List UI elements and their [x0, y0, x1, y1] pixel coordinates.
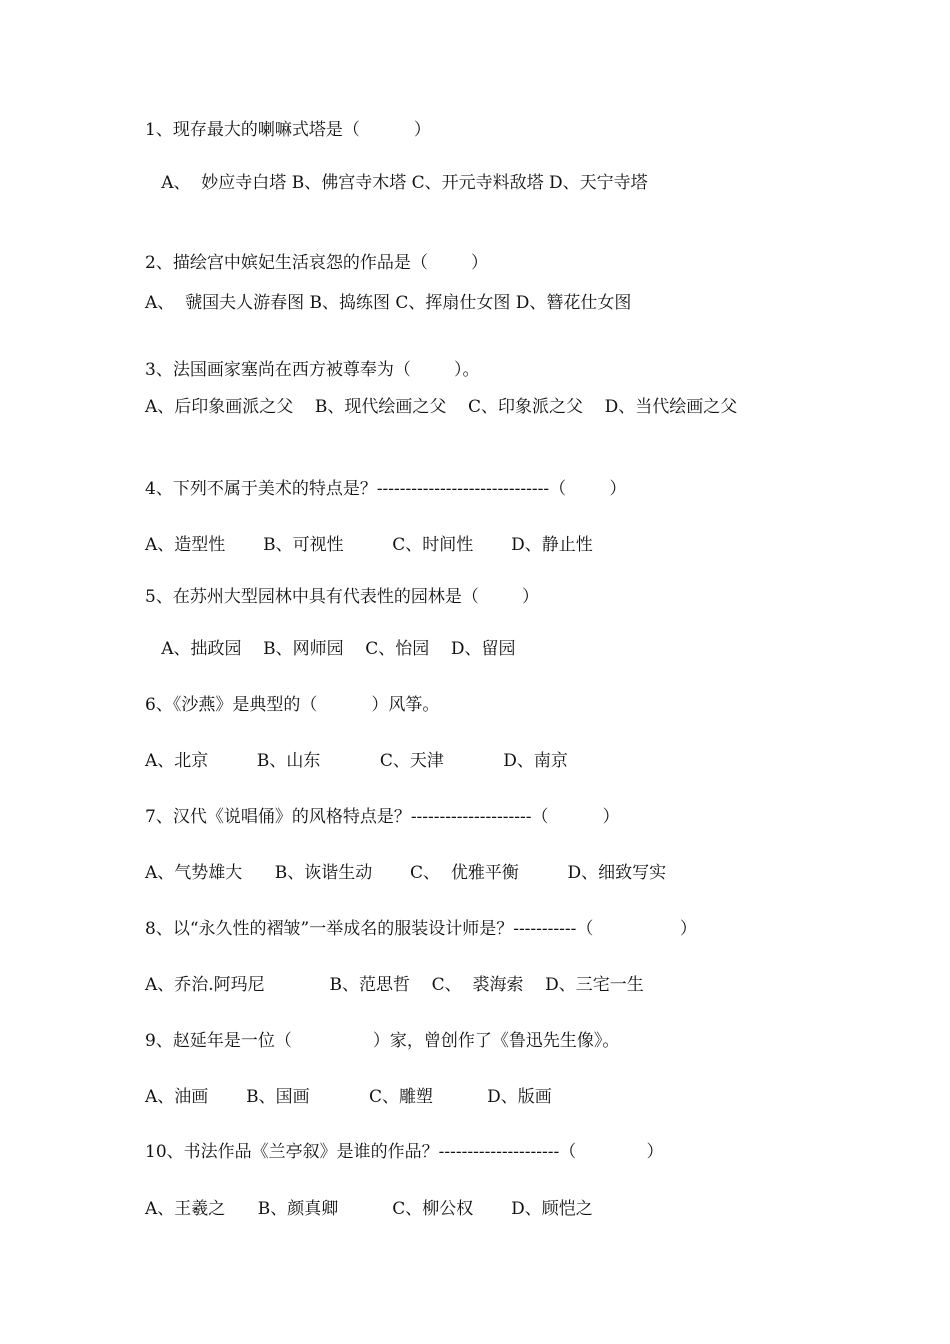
question-6-options: A、北京 B、山东 C、天津 D、南京 [145, 751, 568, 771]
question-9-stem: 9、赵延年是一位（ ）家，曾创作了《鲁迅先生像》。 [145, 1031, 620, 1051]
question-4-options: A、造型性 B、可视性 C、时间性 D、静止性 [145, 535, 593, 555]
question-9-options: A、油画 B、国画 C、雕塑 D、版画 [145, 1087, 552, 1107]
question-8-options: A、乔治.阿玛尼 B、范思哲 C、 裘海索 D、三宅一生 [145, 975, 644, 995]
question-10-options: A、王羲之 B、颜真卿 C、柳公权 D、顾恺之 [145, 1199, 593, 1219]
question-1-stem: 1、现存最大的喇嘛式塔是（ ） [145, 120, 431, 140]
question-7-options: A、气势雄大 B、诙谐生动 C、 优雅平衡 D、细致写实 [145, 863, 667, 883]
question-2-stem: 2、描绘宫中嫔妃生活哀怨的作品是（ ） [145, 253, 489, 273]
question-8-stem: 8、以“永久性的褶皱”一举成名的服装设计师是？-----------（ ） [145, 919, 697, 939]
question-2-options: A、 虢国夫人游春图 B、捣练图 C、挥扇仕女图 D、簪花仕女图 [145, 293, 632, 313]
question-6-stem: 6、《沙燕》是典型的（ ）风筝。 [145, 695, 440, 715]
question-3-options: A、后印象画派之父 B、现代绘画之父 C、印象派之父 D、当代绘画之父 [145, 397, 738, 417]
question-5-options: A、拙政园 B、网师园 C、怡园 D、留园 [145, 639, 516, 659]
question-10-stem: 10、书法作品《兰亭叙》是谁的作品？---------------------（ ） [145, 1142, 664, 1162]
question-5-stem: 5、在苏州大型园林中具有代表性的园林是（ ） [145, 587, 540, 607]
question-3-stem: 3、法国画家塞尚在西方被尊奉为（ ）。 [145, 360, 480, 380]
question-1-options: A、 妙应寺白塔 B、佛宫寺木塔 C、开元寺料敌塔 D、天宁寺塔 [145, 173, 648, 193]
question-7-stem: 7、汉代《说唱俑》的风格特点是？---------------------（ ） [145, 807, 620, 827]
question-4-stem: 4、下列不属于美术的特点是？------------------------------（ ） [145, 479, 627, 499]
